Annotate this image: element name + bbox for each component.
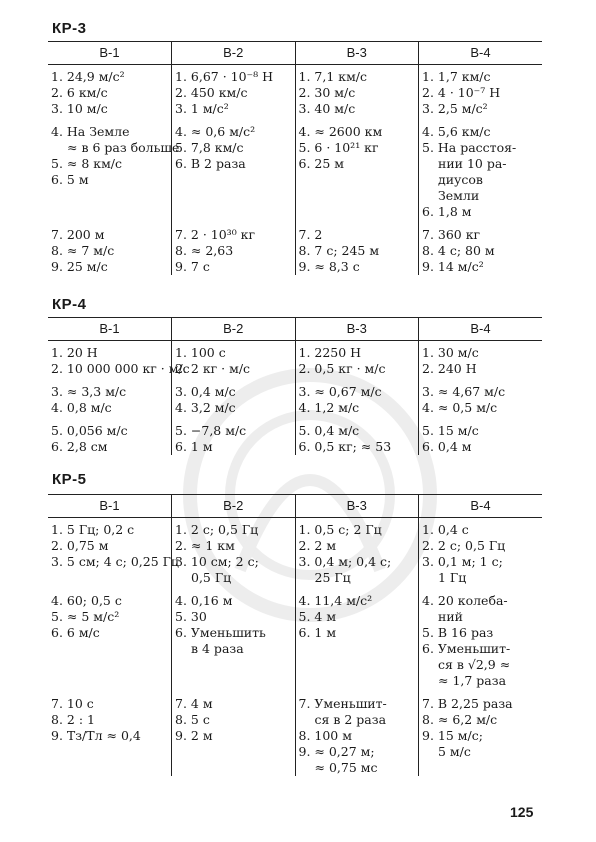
answer-line: 2. 2 с; 0,5 Гц: [422, 538, 506, 553]
answer-line: ≈ 0,75 мс: [314, 760, 378, 775]
answer-line: 7. Уменьшит-: [298, 696, 387, 711]
answer-line: 2. 4 · 10⁻⁷ Н: [422, 85, 501, 100]
answer-line: ся в √2,9 ≈: [438, 657, 511, 672]
answer-line: 4. На Земле: [51, 124, 130, 139]
answer-group-row: [48, 689, 542, 776]
answer-line: 3. 1 м/с²: [175, 101, 229, 116]
answer-group-row: [48, 416, 542, 455]
answer-line: 3. 2,5 м/с²: [422, 101, 488, 116]
answer-cell: [419, 117, 543, 220]
answer-line: 3. ≈ 3,3 м/с: [51, 384, 127, 399]
answer-line: 1. 0,4 с: [422, 522, 469, 537]
answer-table-kr5: [48, 494, 542, 776]
answer-line: 1. 6,67 · 10⁻⁸ Н: [175, 69, 274, 84]
answer-cell: [419, 416, 543, 455]
answer-group-row: [48, 586, 542, 689]
answer-line: 5. 4 м: [298, 609, 337, 624]
answer-line: 9. ≈ 8,3 с: [298, 259, 360, 274]
answer-line: 7. 2: [298, 227, 323, 242]
answer-table-kr4: [48, 317, 542, 455]
answer-cell: [419, 586, 543, 689]
answer-line: 4. 0,8 м/с: [51, 400, 112, 415]
answer-line: 3. 0,4 м/с: [175, 384, 236, 399]
answer-table-kr3: [48, 41, 542, 275]
answer-cell: [172, 689, 296, 776]
page-number: 125: [510, 804, 534, 820]
answer-line: ся в 2 раза: [314, 712, 387, 727]
answer-line: 2. 30 м/с: [298, 85, 356, 100]
answer-group-row: [48, 65, 542, 118]
answer-line: 2. 0,5 кг · м/с: [298, 361, 386, 376]
answer-line: 6. 0,5 кг; ≈ 53: [298, 439, 392, 454]
answer-line: 6. 1,8 м: [422, 204, 472, 219]
answer-line: 6. 0,4 м: [422, 439, 472, 454]
answer-line: 8. ≈ 6,2 м/с: [422, 712, 498, 727]
variant-header: В-2: [172, 495, 296, 518]
answer-line: 6. 2,8 см: [51, 439, 108, 454]
answer-line: 5. 15 м/с: [422, 423, 479, 438]
answer-line: 6. Уменьшит-: [422, 641, 511, 656]
answer-cell: [419, 65, 543, 118]
answer-cell: [295, 689, 419, 776]
answer-line: 7. 4 м: [175, 696, 213, 711]
answer-group-row: [48, 117, 542, 220]
variant-header: В-1: [48, 42, 172, 65]
answer-line: 5 м/с: [438, 744, 471, 759]
answer-line: 5. ≈ 5 м/с²: [51, 609, 120, 624]
answer-line: 3. 0,1 м; 1 с;: [422, 554, 503, 569]
variant-header: В-3: [295, 495, 419, 518]
answer-cell: [172, 117, 296, 220]
answer-line: 5. На расстоя-: [422, 140, 517, 155]
answer-line: 5. 30: [175, 609, 207, 624]
answer-line: 0,5 Гц: [191, 570, 232, 585]
answer-line: 7. 10 с: [51, 696, 94, 711]
answer-cell: [48, 416, 172, 455]
answer-line: диусов: [438, 172, 483, 187]
answer-cell: [172, 518, 296, 587]
answer-line: 2. ≈ 1 км: [175, 538, 235, 553]
answer-cell: [48, 117, 180, 220]
variant-header: В-2: [172, 42, 296, 65]
answer-line: 1. 2 с; 0,5 Гц: [175, 522, 259, 537]
answer-line: 4. 0,16 м: [175, 593, 233, 608]
answer-line: 3. 10 см; 2 с;: [175, 554, 259, 569]
answer-line: 1. 1,7 км/с: [422, 69, 491, 84]
table-header-row: [48, 318, 542, 341]
answer-line: 4. ≈ 0,5 м/с: [422, 400, 498, 415]
answer-line: 9. 7 с: [175, 259, 210, 274]
variant-header: В-4: [419, 318, 543, 341]
answer-line: 5. 0,4 м/с: [298, 423, 360, 438]
answer-line: 6. 5 м: [51, 172, 89, 187]
answer-line: 7. 2 · 10³⁰ кг: [175, 227, 256, 242]
answer-line: 9. 15 м/с;: [422, 728, 483, 743]
answer-line: 3. 10 м/с: [51, 101, 108, 116]
answer-group-row: [48, 518, 542, 587]
answer-line: 3. 0,4 м; 0,4 с;: [298, 554, 392, 569]
section-title-kr5: КР-5: [52, 471, 87, 488]
answer-cell: [295, 518, 419, 587]
answer-line: 6. Уменьшить: [175, 625, 266, 640]
answer-line: 1. 5 Гц; 0,2 с: [51, 522, 135, 537]
answer-line: ний: [438, 609, 463, 624]
answer-line: 5. ≈ 8 км/с: [51, 156, 123, 171]
answer-line: 7. В 2,25 раза: [422, 696, 513, 711]
answer-line: 6. 6 м/с: [51, 625, 100, 640]
answer-cell: [48, 689, 172, 776]
answer-line: 5. −7,8 м/с: [175, 423, 247, 438]
answer-line: 6. 1 м: [175, 439, 213, 454]
table-header-row: [48, 495, 542, 518]
answer-line: 1. 2250 Н: [298, 345, 362, 360]
variant-header: В-3: [295, 318, 419, 341]
answer-line: 2. 240 Н: [422, 361, 477, 376]
answer-line: ≈ 1,7 раза: [438, 673, 507, 688]
answer-group-row: [48, 341, 542, 378]
answer-line: 1. 30 м/с: [422, 345, 479, 360]
answer-cell: [48, 220, 172, 275]
answer-line: 9. 14 м/с²: [422, 259, 484, 274]
answer-line: 2. 2 м: [298, 538, 337, 553]
answer-line: 5. 0,056 м/с: [51, 423, 128, 438]
answer-line: 4. ≈ 2600 км: [298, 124, 383, 139]
variant-header: В-3: [295, 42, 419, 65]
answer-line: 4. 20 колеба-: [422, 593, 508, 608]
answer-cell: [295, 220, 419, 275]
answer-cell: [295, 377, 419, 416]
answer-line: 6. 25 м: [298, 156, 345, 171]
answer-line: 4. 3,2 м/с: [175, 400, 236, 415]
answer-cell: [419, 377, 543, 416]
answer-group-row: [48, 220, 542, 275]
section-title-kr4: КР-4: [52, 296, 87, 313]
answer-line: 9. 2 м: [175, 728, 213, 743]
answer-cell: [48, 518, 179, 587]
answer-group-row: [48, 377, 542, 416]
table-header-row: [48, 42, 542, 65]
answer-line: 1. 7,1 км/с: [298, 69, 367, 84]
answer-line: 4. 60; 0,5 с: [51, 593, 122, 608]
answer-cell: [295, 586, 419, 689]
answer-line: 5. 6 · 10²¹ кг: [298, 140, 379, 155]
answer-cell: [295, 416, 419, 455]
answer-line: 1 Гц: [438, 570, 467, 585]
answer-line: 25 Гц: [314, 570, 351, 585]
answer-line: в 4 раза: [191, 641, 244, 656]
answer-line: 2. 450 км/с: [175, 85, 248, 100]
answer-line: 1. 24,9 м/с²: [51, 69, 125, 84]
answer-line: 1. 0,5 с; 2 Гц: [298, 522, 382, 537]
answer-line: 4. 1,2 м/с: [298, 400, 360, 415]
answer-cell: [172, 220, 296, 275]
answer-line: 8. 4 с; 80 м: [422, 243, 495, 258]
answer-line: 3. 5 см; 4 с; 0,25 Гц: [51, 554, 179, 569]
answer-cell: [48, 377, 172, 416]
answer-line: 1. 20 Н: [51, 345, 98, 360]
answer-line: 2. 0,75 м: [51, 538, 109, 553]
answer-cell: [48, 65, 172, 118]
answer-cell: [295, 117, 419, 220]
answer-line: 5. В 16 раз: [422, 625, 494, 640]
answer-line: 3. ≈ 0,67 м/с: [298, 384, 382, 399]
answer-line: 3. 40 м/с: [298, 101, 356, 116]
answer-line: 7. 200 м: [51, 227, 105, 242]
variant-header: В-1: [48, 495, 172, 518]
answer-line: 2. 10 000 000 кг · м/с: [51, 361, 190, 376]
variant-header: В-4: [419, 42, 543, 65]
answer-line: 9. ≈ 0,27 м;: [298, 744, 375, 759]
answer-line: 6. 1 м: [298, 625, 337, 640]
answer-line: ≈ в 6 раз больше: [67, 140, 180, 155]
answer-line: 5. 7,8 км/с: [175, 140, 244, 155]
answer-line: 4. ≈ 0,6 м/с²: [175, 124, 256, 139]
answer-cell: [172, 65, 296, 118]
answer-cell: [419, 220, 543, 275]
answer-line: 8. ≈ 7 м/с: [51, 243, 115, 258]
answer-cell: [295, 65, 419, 118]
answer-line: 6. В 2 раза: [175, 156, 246, 171]
answer-cell: [172, 377, 296, 416]
answer-line: 2. 2 кг · м/с: [175, 361, 251, 376]
answer-line: 7. 360 кг: [422, 227, 481, 242]
answer-line: 9. 25 м/с: [51, 259, 108, 274]
section-title-kr3: КР-3: [52, 20, 87, 37]
answer-cell: [295, 341, 419, 378]
answer-cell: [419, 518, 543, 587]
answer-cell: [419, 341, 543, 378]
answer-line: Земли: [438, 188, 480, 203]
answer-cell: [419, 689, 543, 776]
variant-header: В-1: [48, 318, 172, 341]
answer-line: 8. 2 : 1: [51, 712, 95, 727]
answer-line: 8. 5 с: [175, 712, 210, 727]
variant-header: В-2: [172, 318, 296, 341]
answer-cell: [172, 341, 296, 378]
answer-cell: [172, 416, 296, 455]
answer-cell: [172, 586, 296, 689]
answer-line: 9. Tз/Tл ≈ 0,4: [51, 728, 141, 743]
answer-line: 1. 100 с: [175, 345, 226, 360]
answer-line: 4. 5,6 км/с: [422, 124, 491, 139]
answer-cell: [48, 341, 190, 378]
answer-line: 3. ≈ 4,67 м/с: [422, 384, 506, 399]
answer-line: 8. ≈ 2,63: [175, 243, 234, 258]
answer-line: 2. 6 км/с: [51, 85, 108, 100]
answer-line: 8. 7 с; 245 м: [298, 243, 380, 258]
answer-line: 8. 100 м: [298, 728, 352, 743]
answer-cell: [48, 586, 172, 689]
answer-line: 4. 11,4 м/с²: [298, 593, 373, 608]
variant-header: В-4: [419, 495, 543, 518]
answer-line: нии 10 ра-: [438, 156, 507, 171]
